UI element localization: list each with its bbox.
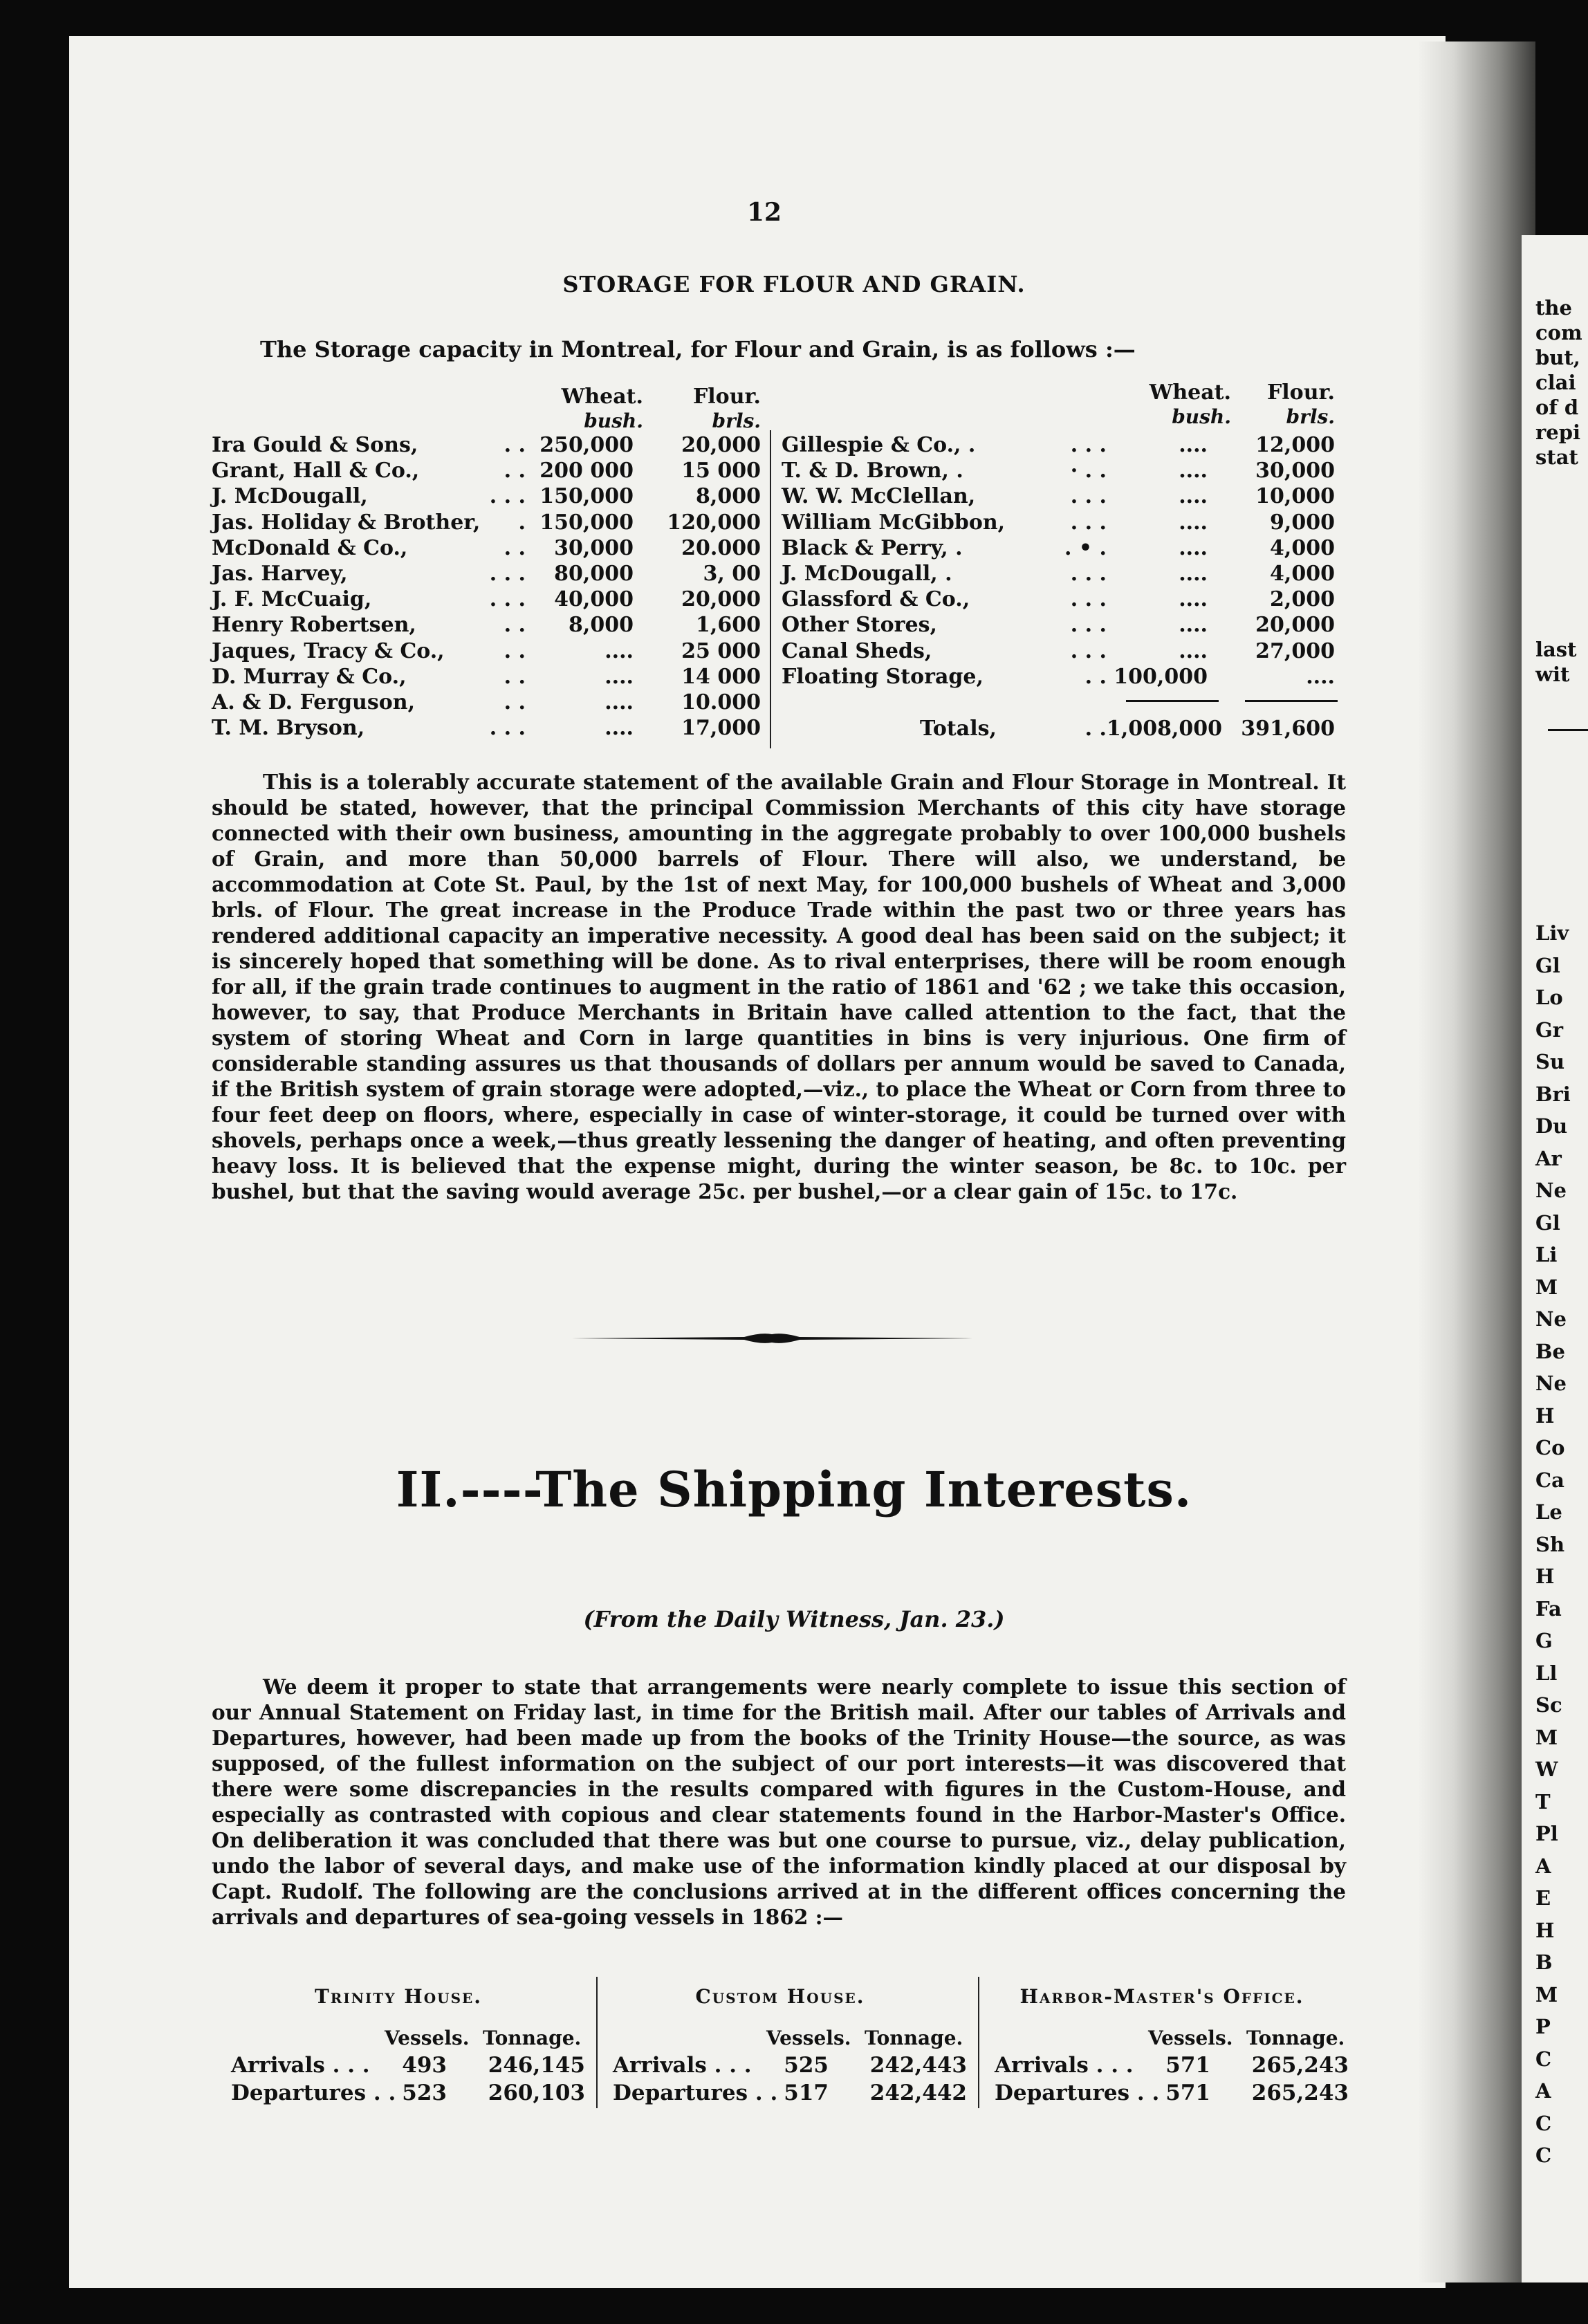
facing-fragment: com <box>1535 321 1582 344</box>
storage-right-name: Canal Sheds, <box>782 638 932 663</box>
office-row-tonnage: 246,145 <box>488 2053 585 2078</box>
office-title: Harbor-Master's Office. <box>1019 1985 1304 2008</box>
storage-left-flour: 20,000 <box>681 587 761 612</box>
page-number: 12 <box>747 198 782 227</box>
storage-left-wheat: 250,000 <box>539 433 634 457</box>
facing-fragment: C <box>1535 2143 1552 2167</box>
office-row-tonnage: 265,243 <box>1251 2081 1349 2105</box>
storage-right-flour: 10,000 <box>1255 484 1335 509</box>
storage-left-wheat: 40,000 <box>554 587 634 612</box>
storage-left-wheat: .... <box>604 690 634 714</box>
storage-left-dots: . <box>518 510 526 535</box>
storage-left-flour: 8,000 <box>696 484 761 509</box>
facing-fragment: Gl <box>1535 1210 1560 1235</box>
storage-right-wheat: .... <box>1179 484 1208 509</box>
storage-left-flour: 20.000 <box>681 535 761 560</box>
storage-left-dots: . . <box>504 664 526 689</box>
storage-left-flour: 20,000 <box>681 433 761 457</box>
storage-right-wheat: 100,000 <box>1114 664 1208 689</box>
facing-fragment: Liv <box>1535 921 1569 945</box>
facing-fragment: P <box>1535 2015 1551 2038</box>
storage-right-flour: 20,000 <box>1255 613 1335 638</box>
storage-left-wheat: 8,000 <box>569 613 634 638</box>
total-rule-wheat <box>1126 700 1219 702</box>
storage-right-wheat: .... <box>1179 535 1208 560</box>
storage-left-name: T. M. Bryson, <box>212 716 365 741</box>
storage-left-wheat: 80,000 <box>554 562 634 586</box>
storage-left-dots: . . <box>504 535 526 560</box>
storage-right-name: Gillespie & Co., . <box>782 433 976 457</box>
storage-left-dots: . . . <box>489 716 526 741</box>
vessels-header: Vessels. <box>1148 2027 1233 2049</box>
section-heading: STORAGE FOR FLOUR AND GRAIN. <box>562 271 1026 297</box>
storage-left-dots: . . <box>504 690 526 714</box>
facing-fragment: H <box>1535 1565 1555 1588</box>
storage-right-name: Floating Storage, <box>782 664 984 689</box>
facing-fragment: last <box>1535 638 1577 661</box>
storage-left-wheat: 30,000 <box>554 535 634 560</box>
facing-fragment: M <box>1535 1725 1558 1749</box>
storage-right-dots: . . . <box>1070 562 1107 586</box>
storage-right-flour: .... <box>1306 664 1335 689</box>
facing-fragment: H <box>1535 1403 1555 1428</box>
storage-right-wheat: .... <box>1179 459 1208 483</box>
facing-fragment: Fa <box>1535 1596 1562 1621</box>
storage-left-name: Ira Gould & Sons, <box>212 433 418 457</box>
facing-fragment: Be <box>1535 1339 1565 1363</box>
storage-left-name: Henry Robertsen, <box>212 613 416 638</box>
storage-left-flour: 10.000 <box>681 690 761 714</box>
storage-left-wheat: .... <box>604 716 634 741</box>
storage-left-dots: . . <box>504 459 526 483</box>
storage-left-dots: . . <box>504 638 526 663</box>
storage-right-wheat: .... <box>1179 638 1208 663</box>
storage-right-name: Glassford & Co., <box>782 587 970 612</box>
facing-fragment: C <box>1535 2111 1552 2135</box>
header-flour-left: Flour. brls. <box>692 385 761 432</box>
office-row-vessels: 493 <box>402 2053 447 2078</box>
office-title: Trinity House. <box>314 1985 483 2008</box>
facing-fragment: Ne <box>1535 1307 1567 1331</box>
shipping-heading: II.----The Shipping Interests. <box>396 1461 1192 1518</box>
facing-fragment: A <box>1535 2079 1551 2103</box>
storage-left-name: Jas. Holiday & Brother, <box>212 510 481 535</box>
storage-right-name: William McGibbon, <box>782 510 1006 535</box>
storage-left-name: Jas. Harvey, <box>212 562 348 586</box>
facing-fragment: B <box>1535 1950 1553 1974</box>
office-row-tonnage: 242,443 <box>869 2053 967 2078</box>
storage-left-wheat: 150,000 <box>539 510 634 535</box>
facing-fragment: Gr <box>1535 1017 1564 1042</box>
storage-left-flour: 1,600 <box>696 613 761 638</box>
storage-left-wheat: 150,000 <box>539 484 634 509</box>
storage-left-name: J. McDougall, <box>212 484 368 509</box>
facing-fragment: Ca <box>1535 1468 1564 1492</box>
storage-right-dots: . . . <box>1070 587 1107 612</box>
office-row-tonnage: 265,243 <box>1251 2053 1349 2078</box>
storage-right-wheat: .... <box>1179 433 1208 457</box>
tonnage-header: Tonnage. <box>865 2027 963 2049</box>
storage-left-dots: . . . <box>489 484 526 509</box>
vessels-header: Vessels. <box>385 2027 470 2049</box>
vessels-header: Vessels. <box>766 2027 851 2049</box>
storage-right-dots: . . . <box>1070 638 1107 663</box>
facing-fragment: stat <box>1535 445 1578 469</box>
storage-left-dots: . . . <box>489 562 526 586</box>
storage-right-wheat: .... <box>1179 613 1208 638</box>
storage-right-dots: . . . <box>1070 433 1107 457</box>
intro-line: The Storage capacity in Montreal, for Flour and Grain, is as follows :— <box>260 336 1136 362</box>
facing-fragment: Ar <box>1535 1146 1562 1170</box>
office-row-tonnage: 242,442 <box>869 2081 967 2105</box>
office-row-vessels: 523 <box>402 2081 447 2105</box>
office-row-vessels: 571 <box>1165 2081 1210 2105</box>
storage-left-flour: 3, 00 <box>703 562 761 586</box>
facing-page-rule <box>1548 729 1588 731</box>
header-wheat-left: Wheat. bush. <box>561 385 643 432</box>
storage-left-flour: 25 000 <box>681 638 761 663</box>
office-row-vessels: 525 <box>784 2053 829 2078</box>
header-wheat-right: Wheat. bush. <box>1149 380 1231 428</box>
office-divider-1 <box>596 1977 598 2108</box>
storage-right-flour: 4,000 <box>1270 562 1335 586</box>
storage-left-flour: 120,000 <box>667 510 761 535</box>
office-row-label: Departures . . <box>995 2081 1160 2105</box>
storage-right-flour: 30,000 <box>1255 459 1335 483</box>
facing-fragment: E <box>1535 1886 1551 1910</box>
facing-fragment: Su <box>1535 1050 1565 1073</box>
storage-left-wheat: 200 000 <box>539 459 634 483</box>
storage-totals-dots: . . <box>1084 717 1107 741</box>
storage-right-dots: · . . <box>1070 459 1107 483</box>
storage-right-flour: 12,000 <box>1255 433 1335 457</box>
storage-left-name: J. F. McCuaig, <box>212 587 372 612</box>
storage-left-wheat: .... <box>604 638 634 663</box>
facing-fragment: T <box>1535 1789 1551 1814</box>
table-divider <box>770 430 771 748</box>
facing-fragment: H <box>1535 1918 1555 1942</box>
storage-totals-flour: 391,600 <box>1241 717 1335 741</box>
header-flour-right: Flour. brls. <box>1266 380 1335 428</box>
facing-fragment: Ll <box>1535 1661 1558 1685</box>
facing-fragment: but, <box>1535 346 1580 369</box>
storage-left-name: A. & D. Ferguson, <box>212 690 416 714</box>
storage-left-name: Jaques, Tracy & Co., <box>212 638 445 663</box>
storage-totals-wheat: 1,008,000 <box>1107 717 1223 741</box>
storage-right-wheat: .... <box>1179 510 1208 535</box>
facing-fragment: Le <box>1535 1500 1562 1524</box>
storage-right-name: Other Stores, <box>782 613 937 638</box>
facing-fragment: M <box>1535 1982 1558 2007</box>
storage-left-flour: 17,000 <box>681 716 761 741</box>
storage-right-wheat: .... <box>1179 562 1208 586</box>
facing-fragment: W <box>1535 1758 1558 1781</box>
facing-fragment: clai <box>1535 371 1576 394</box>
storage-right-wheat: .... <box>1179 587 1208 612</box>
storage-right-flour: 9,000 <box>1270 510 1335 535</box>
storage-left-wheat: .... <box>604 664 634 689</box>
facing-fragment: Pl <box>1535 1822 1558 1845</box>
facing-fragment: Li <box>1535 1243 1558 1266</box>
storage-left-flour: 15 000 <box>681 459 761 483</box>
facing-fragment: Ne <box>1535 1179 1567 1202</box>
facing-fragment: Sh <box>1535 1532 1565 1556</box>
facing-fragment: Sc <box>1535 1693 1562 1717</box>
storage-right-name: T. & D. Brown, . <box>782 459 963 483</box>
storage-right-dots: . . <box>1084 664 1107 689</box>
storage-right-flour: 4,000 <box>1270 535 1335 560</box>
storage-paragraph: This is a tolerably accurate statement of the available Grain and Flour Storage in Montreal. It should be stated, however, that the principal Commission Merchants of this city have storage connected with their own business, amounting in the aggregate probably to over 100,000 bushels of Grain, and more than 50,000 barrels of Flour. There will also, we understand, be accommodation at Cote St. Paul, by the 1st of next May, for 100,000 bushels of Wheat and 3,000 brls. of Flour. The great increase in the Produce Trade within the past two or three years has rendered additional capacity an imperative necessity. A good deal has been said on the subject; it is sincerely hoped that something will be done. As to rival enterprises, there will be room enough for all, if the grain trade continues to augment in the ratio of 1861 and '62 ; we take this occasion, however, to say, that Produce Merchants in Britain have called attention to the fact, that the system of storing Wheat and Corn in large quantities in bins is very injurious. One firm of considerable standing assures us that thousands of dollars per annum would be saved to Canada, if the British system of grain storage were adopted,—viz., to place the Wheat or Corn from three to four feet deep on floors, where, especially in case of winter-storage, it could be turned over with shovels, perhaps once a week,—thus greatly lessening the danger of heating, and often preventing heavy loss. It is believed that the expense might, during the winter season, be 8c. to 10c. per bushel, but that the saving would average 25c. per bushel,—or a clear gain of 15c. to 17c. <box>212 770 1346 1204</box>
facing-fragment: the <box>1535 296 1572 320</box>
facing-fragment: of d <box>1535 396 1579 419</box>
total-rule-flour <box>1245 700 1338 702</box>
office-row-label: Arrivals . . . <box>613 2053 752 2078</box>
facing-fragment: G <box>1535 1629 1553 1652</box>
storage-left-name: Grant, Hall & Co., <box>212 459 420 483</box>
storage-left-dots: . . . <box>489 587 526 612</box>
tonnage-header: Tonnage. <box>1246 2027 1345 2049</box>
source-line: (From the Daily Witness, Jan. 23.) <box>583 1606 1005 1632</box>
office-row-label: Arrivals . . . <box>995 2053 1134 2078</box>
facing-fragment: A <box>1535 1854 1551 1878</box>
office-row-label: Arrivals . . . <box>231 2053 370 2078</box>
storage-left-name: McDonald & Co., <box>212 535 408 560</box>
office-title: Custom House. <box>695 1985 865 2008</box>
storage-right-dots: . • . <box>1064 535 1107 560</box>
storage-right-name: W. W. McClellan, <box>782 484 976 509</box>
facing-fragment: Bri <box>1535 1082 1571 1106</box>
ornamental-divider <box>571 1332 972 1345</box>
storage-right-flour: 27,000 <box>1255 638 1335 663</box>
tonnage-header: Tonnage. <box>483 2027 582 2049</box>
storage-totals-label: Totals, <box>920 717 997 741</box>
facing-fragment: Gl <box>1535 953 1560 977</box>
book-gutter <box>1418 42 1535 2282</box>
storage-left-name: D. Murray & Co., <box>212 664 407 689</box>
office-row-vessels: 571 <box>1165 2053 1210 2078</box>
facing-fragment: Lo <box>1535 986 1563 1009</box>
facing-fragment: M <box>1535 1275 1558 1299</box>
office-row-label: Departures . . <box>613 2081 778 2105</box>
storage-left-flour: 14 000 <box>681 664 761 689</box>
office-divider-2 <box>978 1977 979 2108</box>
office-row-vessels: 517 <box>784 2081 829 2105</box>
facing-fragment: Ne <box>1535 1372 1567 1395</box>
storage-left-dots: . . <box>504 433 526 457</box>
facing-fragment: C <box>1535 2047 1552 2071</box>
facing-fragment: repi <box>1535 421 1581 444</box>
storage-right-dots: . . . <box>1070 510 1107 535</box>
storage-right-flour: 2,000 <box>1270 587 1335 612</box>
office-row-tonnage: 260,103 <box>488 2081 585 2105</box>
storage-left-dots: . . <box>504 613 526 638</box>
storage-right-dots: . . . <box>1070 484 1107 509</box>
facing-fragment: Du <box>1535 1114 1568 1138</box>
storage-right-dots: . . . <box>1070 613 1107 638</box>
facing-fragment: wit <box>1535 663 1570 686</box>
facing-fragment: Co <box>1535 1436 1565 1459</box>
shipping-paragraph: We deem it proper to state that arrangements were nearly complete to issue this section of our Annual Statement on Friday last, in time for the British mail. After our tables of Arrivals and Departures, however, had been made up from the books of the Trinity House—the source, as was supposed, of the fullest information on the subject of our port interests—it was discovered that there were some discrepancies in the results compared with figures in the Custom-House, and especially as contrasted with copious and clear statements found in the Harbor-Master's Office. On deliberation it was concluded that there was but one course to pursue, viz., delay publication, undo the labor of several days, and make use of the information kindly placed at our disposal by Capt. Rudolf. The following are the conclusions arrived at in the different offices concerning the arrivals and departures of sea-going vessels in 1862 :— <box>212 1675 1346 1929</box>
storage-right-name: Black & Perry, . <box>782 535 963 560</box>
office-row-label: Departures . . <box>231 2081 396 2105</box>
storage-right-name: J. McDougall, . <box>782 562 952 586</box>
